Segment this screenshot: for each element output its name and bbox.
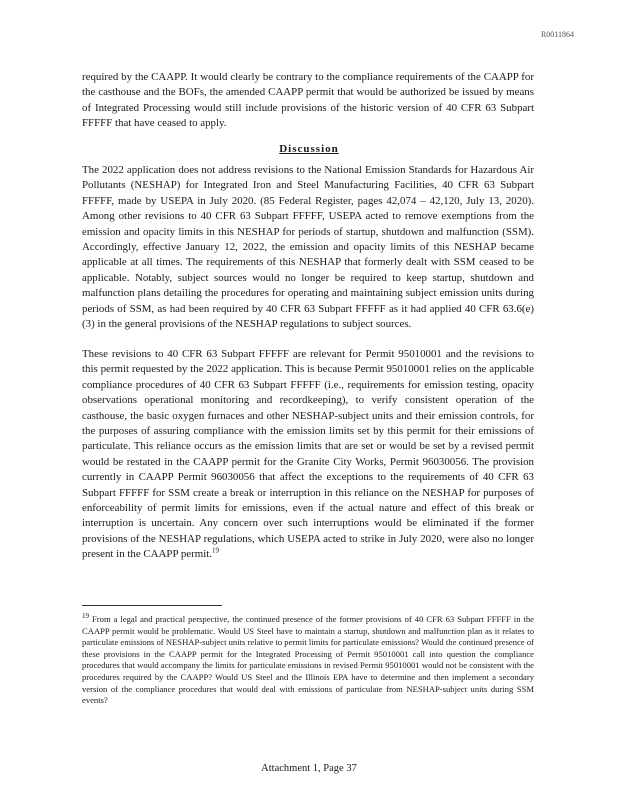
paragraph-text: These revisions to 40 CFR 63 Subpart FFFFF are relevant for Permit 95010001 and the revisions to this permit requested by the 2022 application. This is because Permit 95010001 relies on the applicable compliance procedures of 40 CFR 63 Subpart FFFFF (i.e., requirements for emission testing, opacity observations operational monitoring and recordkeeping), to verify consistent operation of the casthouse, the basic oxygen furnaces and other NESHAP-subject units and their emission controls, for the purposes of assuring compliance with the emission limits set by this permit for their emissions of particulate. This reliance occurs as the emission limits that are set or would be set by a revised permit would be restated in the CAAPP permit for the Granite City Works, Permit 96030056. The provision currently in CAAPP Permit 96030056 that affect the exceptions to the requirements of 40 CFR 63 Subpart FFFFF for SSM create a break or interruption in this reliance on the NESHAP for purposes of enforceability of permit limits for emissions, even if the actual nature and effect of this break or interruption is uncertain. Any concern over such interruptions would be eliminated if the former provisions of the NESHAP regulations, which USEPA acted to strike in July 2020, were also no longer present in the CAAPP permit. <box>82 348 534 561</box>
footnote-reference: 19 <box>211 546 219 555</box>
page-footer: Attachment 1, Page 37 <box>261 763 357 774</box>
footnote-text: From a legal and practical perspective, the continued presence of the former provisions of 40 CFR 63 Subpart FFFFF in the CAAPP permit would be problematic. Would US Steel have to maintain a startup, shutdown and malfunction plan as it relates to particulate emissions of NESHAP-subject units relative to permit limits for particulate emissions? Would the continued presence of these provisions in the CAAPP permit for the Integrated Processing of Permit 95010001 call into question the compliance procedures that would accompany the limits for particulate emissions in revised Permit 95010001 would not be consistent with the procedures required by the CAAPP? Would US Steel and the Illinois EPA have to determine and then implement a secondary version of the compliance procedures that would deal with emissions of particulate from NESHAP-subject units during SSM events? <box>82 614 534 706</box>
document-reference-number: R0011864 <box>540 30 574 39</box>
footnote-divider <box>82 605 222 606</box>
footnote <box>82 614 534 707</box>
footnote-marker: 19 <box>82 612 89 621</box>
paragraph-discussion-2 <box>82 347 534 563</box>
paragraph-discussion-1: The 2022 application does not address revisions to the National Emission Standards for Hazardous Air Pollutants (NESHAP) for Integrated Iron and Steel Manufacturing Facilities, 40 CFR 63 Subpart FFFFF, made by USEPA in July 2020. (85 Federal Register, pages 42,074 – 42,120, July 13, 2020). Among other revisions to 40 CFR 63 Subpart FFFFF, USEPA acted to remove exemptions from the emission and opacity limits in this NESHAP for periods of startup, shutdown and malfunction (SSM). Accordingly, effective January 12, 2022, the emission and opacity limits of this NESHAP became applicable at all times. The requirements of this NESHAP that formerly dealt with SSM ceased to be applicable. Notably, subject sources would no longer be required to keep startup, shutdown and malfunction plans detailing the procedures for operating and maintaining subject emission units during periods of SSM, as had been required by 40 CFR 63 Subpart FFFFF as it had applied 40 CFR 63.6(e)(3) in the general provisions of the NESHAP regulations to subject sources. <box>82 164 534 331</box>
paragraph-continuation: required by the CAAPP. It would clearly be contrary to the compliance requirements of the CAAPP for the casthouse and the BOFs, the amended CAAPP permit that would be authorized be issued by means of Integrated Processing would still include provisions of the historic version of 40 CFR 63 Subpart FFFFF that have ceased to apply. <box>82 71 534 130</box>
section-heading: Discussion <box>279 143 339 155</box>
